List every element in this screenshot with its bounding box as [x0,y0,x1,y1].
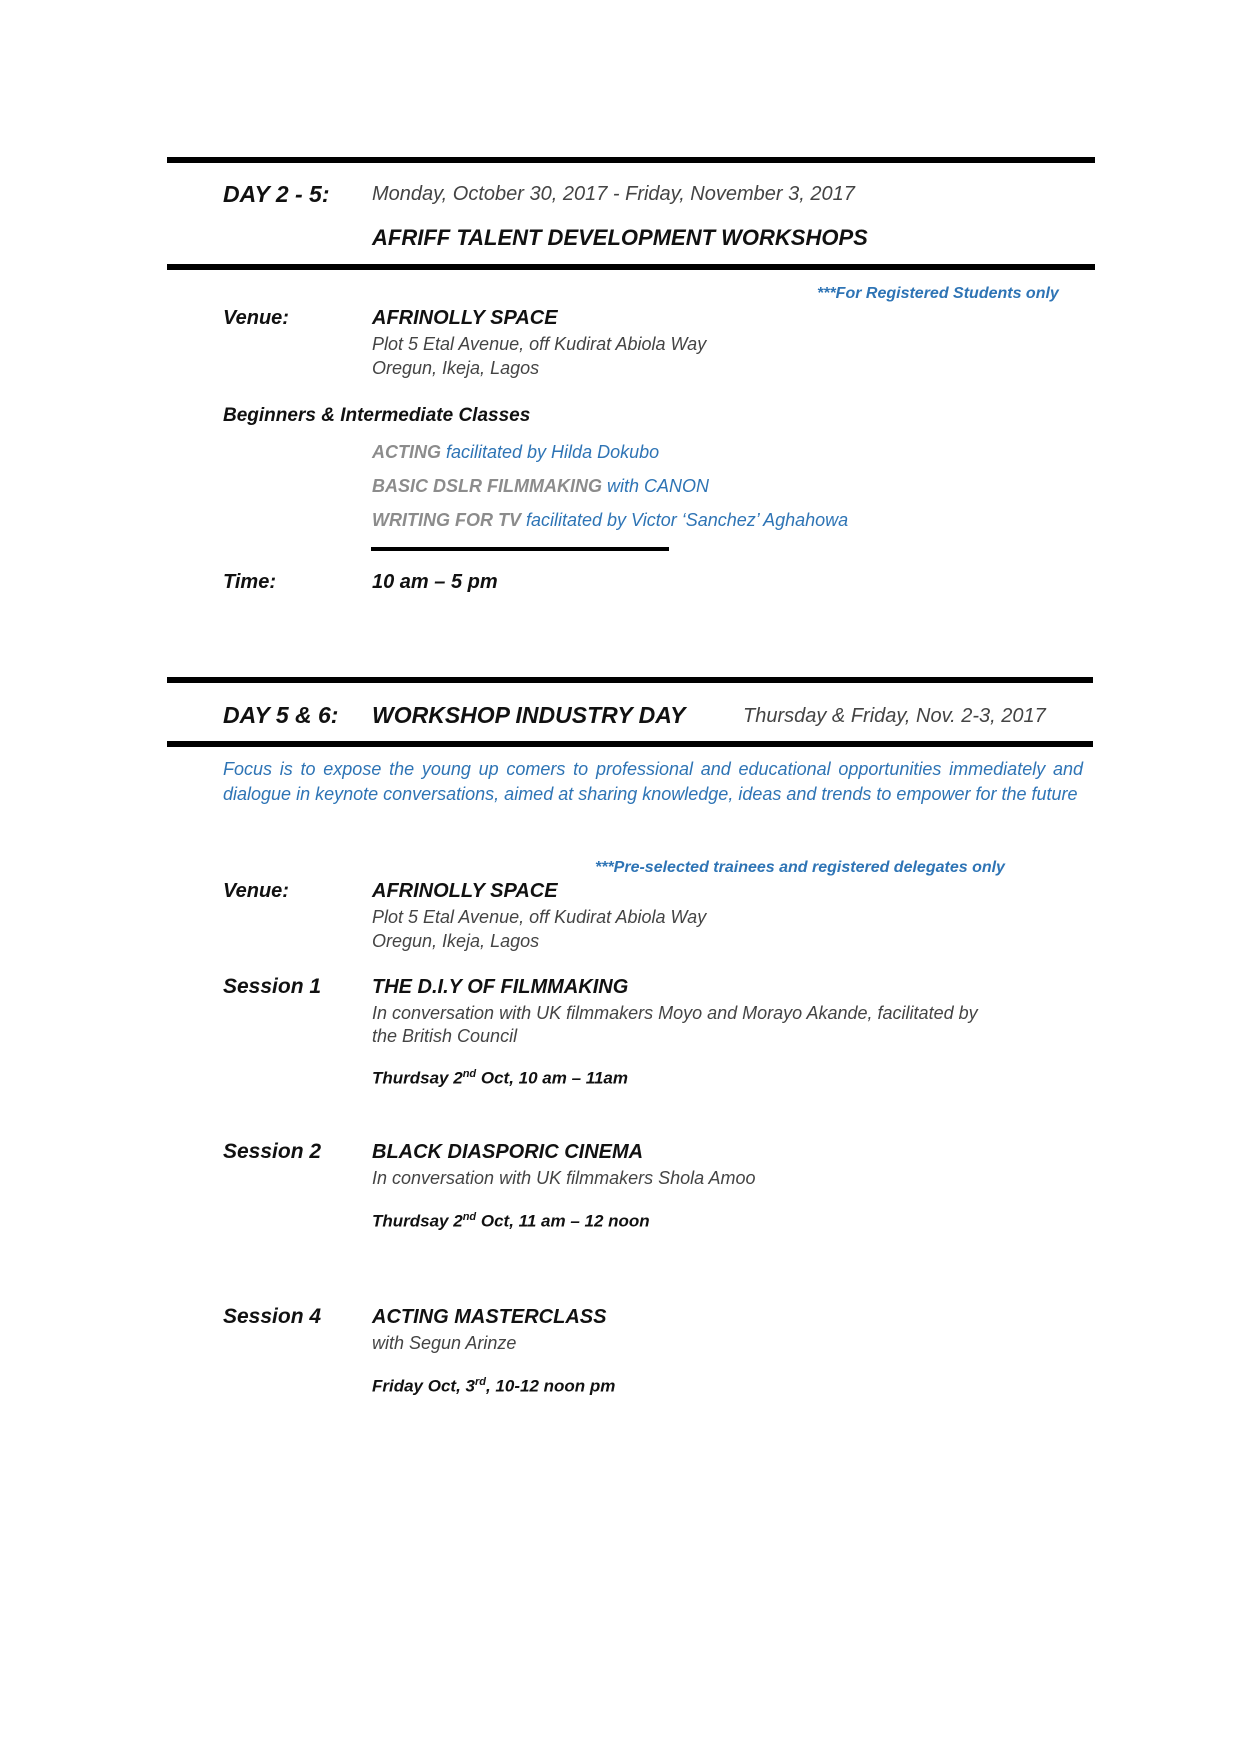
top-rule-section-1 [167,157,1095,163]
session-4-label: Session 4 [223,1305,322,1328]
section-2-address-line-1: Plot 5 Etal Avenue, off Kudirat Abiola Way [372,907,707,927]
top-rule-section-2 [167,677,1093,683]
class-name: BASIC DSLR FILMMAKING [372,476,602,496]
bottom-rule-section-2 [167,741,1093,747]
section-1-venue-name: AFRINOLLY SPACE [372,307,558,329]
section-1-time-label: Time: [223,571,276,593]
schedule-ordinal: nd [462,1211,477,1223]
session-2-title: BLACK DIASPORIC CINEMA [372,1141,644,1163]
session-2-description: In conversation with UK filmmakers Shola Amoo [372,1168,756,1188]
classes-heading: Beginners & Intermediate Classes [223,405,531,426]
schedule-ordinal: rd [474,1376,486,1388]
section-2-day-label: DAY 5 & 6: [223,702,339,728]
session-1-title: THE D.I.Y OF FILMMAKING [372,976,629,998]
section-1-note: ***For Registered Students only [817,285,1059,302]
schedule-time: Oct, 11 am – 12 noon [476,1211,650,1231]
section-1-dates: Monday, October 30, 2017 - Friday, November 3, 2017 [372,183,855,205]
session-4-title: ACTING MASTERCLASS [372,1306,607,1328]
session-1-description-line-1: In conversation with UK filmmakers Moyo and Morayo Akande, facilitated by [372,1003,978,1023]
section-2-focus-text: Focus is to expose the young up comers to professional and educational opportunities immediately and dialogue in keynote conversations, aimed at sharing knowledge, ideas and trends to empower for the future [223,759,1083,804]
session-1-schedule [372,1068,628,1089]
session-4-schedule [372,1376,615,1397]
session-1-description-line-2: the British Council [372,1026,518,1046]
class-detail: facilitated by Hilda Dokubo [441,442,660,462]
section-1-time-value: 10 am – 5 pm [372,571,498,593]
bottom-rule-section-1 [167,264,1095,270]
session-4-description: with Segun Arinze [372,1333,517,1353]
schedule-time: Oct, 10 am – 11am [476,1068,628,1088]
class-item-acting [372,442,659,463]
section-2-venue-label: Venue: [223,880,289,902]
section-2-note: ***Pre-selected trainees and registered delegates only [595,859,1005,876]
section-2-dates: Thursday & Friday, Nov. 2-3, 2017 [743,705,1046,727]
section-1-address-line-2: Oregun, Ikeja, Lagos [372,358,540,378]
schedule-ordinal: nd [462,1068,477,1080]
class-detail: facilitated by Victor ‘Sanchez’ Aghahowa [520,510,849,530]
class-name: ACTING [372,442,441,462]
schedule-day: Thurdsay 2 [372,1211,463,1231]
section-2-address-line-2: Oregun, Ikeja, Lagos [372,931,540,951]
schedule-time: , 10-12 noon pm [485,1376,616,1396]
session-2-label: Session 2 [223,1140,322,1163]
classes-divider [371,547,669,551]
class-item-writing-for-tv [372,510,848,531]
section-1-title: AFRIFF TALENT DEVELOPMENT WORKSHOPS [372,225,868,250]
section-2-venue-name: AFRINOLLY SPACE [372,880,558,902]
class-item-dslr-filmmaking [372,476,709,497]
section-1-day-label: DAY 2 - 5: [223,181,330,207]
section-1-venue-label: Venue: [223,307,289,329]
schedule-day: Friday Oct, 3 [372,1376,475,1396]
session-1-label: Session 1 [223,975,322,998]
session-2-schedule [372,1211,650,1232]
class-detail: with CANON [601,476,709,496]
schedule-day: Thurdsay 2 [372,1068,463,1088]
class-name: WRITING FOR TV [372,510,521,530]
section-1-address-line-1: Plot 5 Etal Avenue, off Kudirat Abiola Way [372,334,707,354]
section-2-title: WORKSHOP INDUSTRY DAY [372,702,686,728]
